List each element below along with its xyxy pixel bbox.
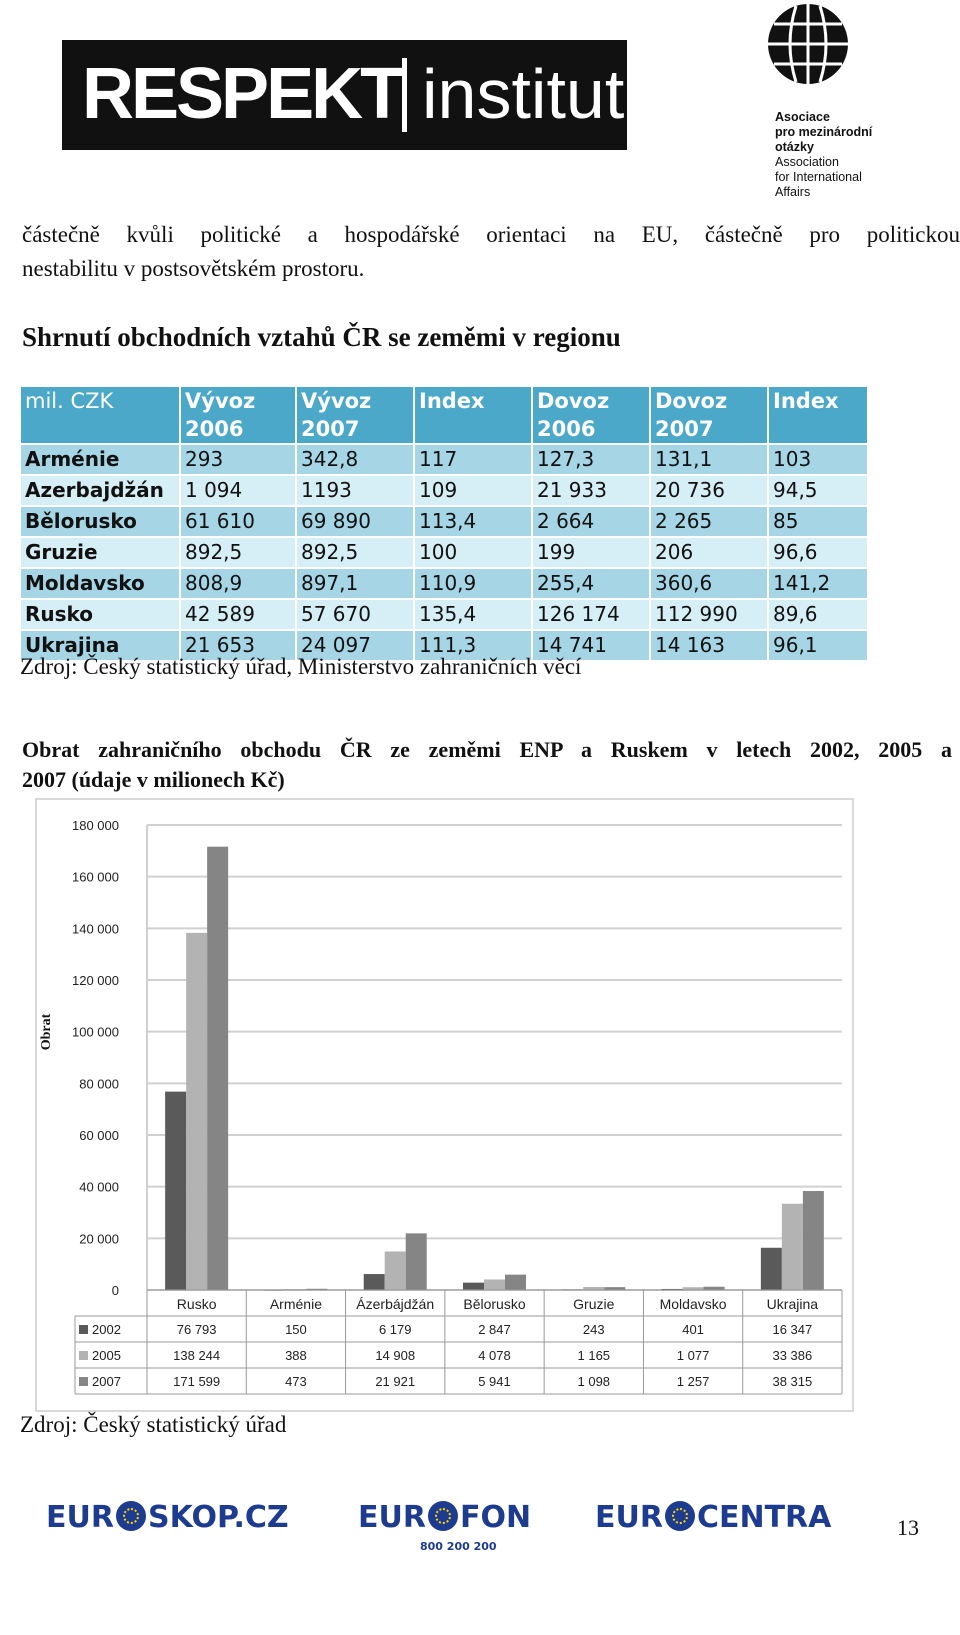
data-label: 1 077 [676,1348,710,1363]
legend-swatch [79,1377,88,1386]
table-row [20,599,868,630]
logo-divider [402,58,407,132]
amo-globe-icon [766,2,850,86]
data-label: 171 599 [173,1374,221,1389]
chart-svg [37,800,852,1410]
value-cell: 135,4 [414,599,532,630]
table-header-cell: Dovoz 2007 [650,386,768,444]
data-label: 16 347 [772,1322,813,1337]
table-row [20,537,868,568]
respekt-institut-logo [62,40,627,150]
value-cell: 892,5 [180,537,296,568]
value-cell: 100 [414,537,532,568]
chart-heading [22,735,952,795]
data-label: 38 315 [772,1374,813,1389]
y-axis-label: Obrat [39,1013,54,1051]
y-tick-label: 140 000 [72,921,119,937]
page-number: 13 [897,1515,919,1540]
value-cell: 141,2 [768,568,868,599]
country-cell: Bělorusko [20,506,180,537]
value-cell: 342,8 [296,444,414,475]
country-cell: Ukrajina [20,630,180,661]
data-label: 150 [285,1322,307,1337]
y-tick-label: 0 [111,1283,119,1298]
euroskop-text-a: EUR [46,1500,114,1535]
data-label: 473 [285,1374,307,1389]
bar [207,847,228,1290]
x-tick-label: Arménie [269,1296,322,1312]
trade-table [19,385,869,662]
table-source: Zdroj: Český statistický úřad, Ministerstvo zahraničních věcí [20,654,582,679]
data-label: 2 847 [478,1322,511,1337]
value-cell: 131,1 [650,444,768,475]
value-cell: 199 [532,537,650,568]
data-label: 1 257 [676,1374,710,1389]
value-cell: 57 670 [296,599,414,630]
y-tick-label: 100 000 [72,1024,119,1040]
value-cell: 14 163 [650,630,768,661]
eurofon-text-b: FON [459,1500,532,1535]
y-tick-label: 20 000 [79,1231,119,1247]
summary-heading: Shrnutí obchodních vztahů ČR se zeměmi v regionu [22,322,621,352]
trade-chart [35,798,854,1412]
value-cell: 2 265 [650,506,768,537]
x-tick-label: Ázerbájdžán [356,1296,435,1312]
chart-source: Zdroj: Český statistický úřad [20,1412,287,1437]
value-cell: 113,4 [414,506,532,537]
value-cell: 69 890 [296,506,414,537]
value-cell: 111,3 [414,630,532,661]
table-row [20,568,868,599]
value-cell: 293 [180,444,296,475]
value-cell: 110,9 [414,568,532,599]
data-label: 401 [682,1322,704,1337]
value-cell: 2 664 [532,506,650,537]
legend-label: 2002 [92,1322,121,1337]
data-label: 14 908 [375,1348,416,1363]
value-cell: 117 [414,444,532,475]
legend-label: 2005 [92,1348,121,1363]
data-label: 6 179 [378,1322,412,1337]
table-row [20,475,868,506]
value-cell: 360,6 [650,568,768,599]
value-cell: 112 990 [650,599,768,630]
data-label: 21 921 [375,1374,416,1389]
x-tick-label: Bělorusko [463,1296,526,1312]
value-cell: 20 736 [650,475,768,506]
value-cell: 24 097 [296,630,414,661]
value-cell: 897,1 [296,568,414,599]
table-header-cell: Index [768,386,868,444]
data-label: 1 165 [577,1348,611,1363]
eurofon-text-a: EUR [358,1500,426,1535]
bar [803,1191,824,1290]
y-tick-label: 180 000 [72,818,119,833]
legend-swatch [79,1325,88,1334]
amo-text-line: for International [775,170,862,184]
bar [406,1233,427,1290]
table-header-row [20,386,868,444]
data-label: 388 [285,1348,307,1363]
bar [385,1251,406,1290]
value-cell: 206 [650,537,768,568]
country-cell: Gruzie [20,537,180,568]
amo-logo-text [775,110,955,200]
value-cell: 96,6 [768,537,868,568]
amo-text-line: Asociace [775,110,830,124]
data-label: 33 386 [772,1348,813,1363]
data-label: 5 941 [478,1374,511,1389]
x-tick-label: Ukrajina [766,1296,819,1312]
data-label: 1 098 [577,1374,611,1389]
amo-text-line: Association [775,155,839,169]
bar [484,1279,505,1290]
value-cell: 808,9 [180,568,296,599]
table-header-cell: Vývoz 2007 [296,386,414,444]
eurofon-logo [358,1500,531,1535]
intro-paragraph [22,218,960,286]
y-tick-label: 40 000 [79,1179,119,1195]
y-tick-label: 160 000 [72,869,119,885]
bar [165,1092,186,1290]
country-cell: Rusko [20,599,180,630]
table-header-cell: mil. CZK [20,386,180,444]
value-cell: 96,1 [768,630,868,661]
table-row [20,506,868,537]
value-cell: 126 174 [532,599,650,630]
value-cell: 61 610 [180,506,296,537]
value-cell: 109 [414,475,532,506]
legend-label: 2007 [92,1374,121,1389]
eurocentra-text-b: CENTRA [696,1500,832,1535]
amo-text-line: otázky [775,140,814,154]
amo-text-line: Affairs [775,185,811,199]
x-tick-label: Moldavsko [659,1296,727,1312]
table-header-cell: Index [414,386,532,444]
y-tick-label: 60 000 [79,1128,119,1143]
y-tick-label: 120 000 [72,973,119,988]
value-cell: 103 [768,444,868,475]
country-cell: Moldavsko [20,568,180,599]
eu-stars-icon [665,1501,695,1531]
value-cell: 89,6 [768,599,868,630]
data-label: 138 244 [173,1348,221,1363]
value-cell: 94,5 [768,475,868,506]
bar [186,933,207,1290]
intro-line: částečně kvůli politické a hospodářské orientaci na EU, částečně pro politickou [22,222,960,247]
table-header-cell: Dovoz 2006 [532,386,650,444]
value-cell: 14 741 [532,630,650,661]
value-cell: 21 653 [180,630,296,661]
data-label: 76 793 [176,1322,217,1337]
value-cell: 892,5 [296,537,414,568]
chart-heading-line: Obrat zahraničního obchodu ČR ze zeměmi ENP a Ruskem v letech 2002, 2005 a [22,737,952,762]
bar [782,1204,803,1290]
chart-heading-line: 2007 (údaje v milionech Kč) [22,767,285,792]
euroskop-logo [46,1500,289,1535]
bar [463,1283,484,1290]
value-cell: 255,4 [532,568,650,599]
legend-swatch [79,1351,88,1360]
value-cell: 127,3 [532,444,650,475]
eurocentra-text-a: EUR [595,1500,663,1535]
bar [761,1248,782,1290]
eu-stars-icon [116,1501,146,1531]
x-tick-label: Gruzie [573,1296,615,1312]
data-label: 243 [582,1322,605,1337]
bar [364,1274,385,1290]
data-label: 4 078 [478,1348,511,1363]
amo-text-line: pro mezinárodní [775,125,873,139]
eurocentra-logo [595,1500,831,1535]
value-cell: 1193 [296,475,414,506]
table-row [20,444,868,475]
value-cell: 1 094 [180,475,296,506]
y-tick-label: 80 000 [79,1076,119,1092]
eurofon-phone: 800 200 200 [420,1540,497,1553]
intro-line: nestabilitu v postsovětském prostoru. [22,256,365,281]
logo-text-institut: institut [422,55,625,133]
table-header-cell: Vývoz 2006 [180,386,296,444]
value-cell: 85 [768,506,868,537]
country-cell: Azerbajdžán [20,475,180,506]
logo-text-respekt: RESPEKT [82,54,402,134]
country-cell: Arménie [20,444,180,475]
value-cell: 21 933 [532,475,650,506]
x-tick-label: Rusko [176,1296,217,1312]
bar [505,1275,526,1290]
eu-stars-icon [428,1501,458,1531]
euroskop-text-b: SKOP.CZ [147,1500,289,1535]
value-cell: 42 589 [180,599,296,630]
